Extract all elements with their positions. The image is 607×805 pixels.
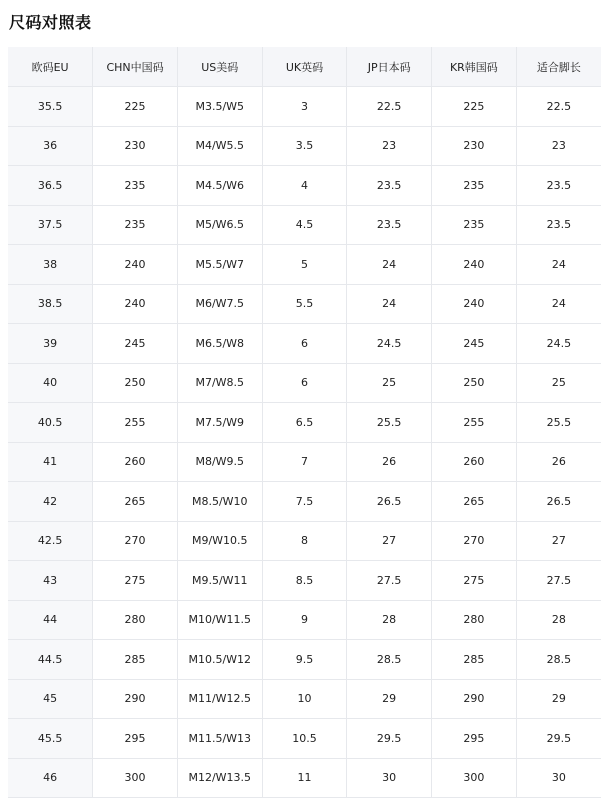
table-cell-us-size: M4.5/W6: [177, 166, 262, 206]
table-cell-eu-size: 42: [8, 482, 93, 522]
table-cell-chn-size: 225: [93, 87, 178, 127]
table-row: [8, 403, 601, 443]
table-cell-kr-size: 280: [432, 600, 517, 640]
table-cell-us-size: M10.5/W12: [177, 640, 262, 680]
table-cell-uk-size: 8: [262, 521, 347, 561]
table-cell-chn-size: 235: [93, 166, 178, 206]
table-cell-kr-size: 290: [432, 679, 517, 719]
table-cell-eu-size: 35.5: [8, 87, 93, 127]
table-row: [8, 482, 601, 522]
column-header-us-size: US美码: [177, 47, 262, 87]
table-cell-uk-size: 6.5: [262, 403, 347, 443]
table-row: [8, 679, 601, 719]
column-header-jp-size: JP日本码: [347, 47, 432, 87]
table-cell-uk-size: 5.5: [262, 284, 347, 324]
table-cell-us-size: M9/W10.5: [177, 521, 262, 561]
table-cell-kr-size: 275: [432, 561, 517, 601]
table-cell-jp-size: 24.5: [347, 324, 432, 364]
table-cell-eu-size: 36.5: [8, 166, 93, 206]
table-cell-jp-size: 24: [347, 245, 432, 285]
table-cell-jp-size: 24: [347, 284, 432, 324]
table-cell-eu-size: 46: [8, 758, 93, 798]
table-cell-foot-length: 23.5: [516, 205, 601, 245]
table-header: [8, 47, 601, 87]
table-cell-foot-length: 25: [516, 363, 601, 403]
table-row: [8, 284, 601, 324]
table-cell-us-size: M5.5/W7: [177, 245, 262, 285]
table-cell-foot-length: 27: [516, 521, 601, 561]
table-cell-jp-size: 30: [347, 758, 432, 798]
table-cell-uk-size: 4.5: [262, 205, 347, 245]
table-cell-foot-length: 23.5: [516, 166, 601, 206]
table-cell-jp-size: 27: [347, 521, 432, 561]
table-cell-us-size: M11/W12.5: [177, 679, 262, 719]
table-cell-us-size: M6/W7.5: [177, 284, 262, 324]
table-cell-kr-size: 265: [432, 482, 517, 522]
table-cell-us-size: M6.5/W8: [177, 324, 262, 364]
column-header-eu-size: 欧码EU: [8, 47, 93, 87]
table-cell-chn-size: 280: [93, 600, 178, 640]
table-cell-jp-size: 29.5: [347, 719, 432, 759]
table-cell-uk-size: 3: [262, 87, 347, 127]
table-cell-us-size: M9.5/W11: [177, 561, 262, 601]
table-cell-chn-size: 230: [93, 126, 178, 166]
table-cell-jp-size: 25: [347, 363, 432, 403]
table-cell-uk-size: 10.5: [262, 719, 347, 759]
table-cell-jp-size: 28.5: [347, 640, 432, 680]
table-body: [8, 87, 601, 798]
table-cell-jp-size: 23.5: [347, 166, 432, 206]
table-cell-uk-size: 5: [262, 245, 347, 285]
table-cell-uk-size: 7: [262, 442, 347, 482]
table-row: [8, 600, 601, 640]
table-row: [8, 324, 601, 364]
table-cell-kr-size: 225: [432, 87, 517, 127]
table-row: [8, 719, 601, 759]
size-conversion-table: [8, 47, 601, 798]
table-cell-jp-size: 26.5: [347, 482, 432, 522]
table-row: [8, 245, 601, 285]
table-cell-foot-length: 29: [516, 679, 601, 719]
table-cell-uk-size: 11: [262, 758, 347, 798]
table-row: [8, 126, 601, 166]
table-cell-kr-size: 295: [432, 719, 517, 759]
table-cell-us-size: M11.5/W13: [177, 719, 262, 759]
table-cell-kr-size: 270: [432, 521, 517, 561]
table-cell-uk-size: 4: [262, 166, 347, 206]
table-cell-uk-size: 10: [262, 679, 347, 719]
table-cell-eu-size: 38.5: [8, 284, 93, 324]
table-cell-chn-size: 285: [93, 640, 178, 680]
table-cell-kr-size: 240: [432, 245, 517, 285]
table-cell-eu-size: 43: [8, 561, 93, 601]
table-cell-foot-length: 22.5: [516, 87, 601, 127]
table-cell-eu-size: 42.5: [8, 521, 93, 561]
table-cell-foot-length: 25.5: [516, 403, 601, 443]
table-cell-chn-size: 240: [93, 245, 178, 285]
table-cell-eu-size: 36: [8, 126, 93, 166]
table-cell-eu-size: 40: [8, 363, 93, 403]
table-cell-kr-size: 250: [432, 363, 517, 403]
table-cell-jp-size: 23: [347, 126, 432, 166]
table-cell-foot-length: 24: [516, 284, 601, 324]
table-cell-jp-size: 22.5: [347, 87, 432, 127]
table-cell-foot-length: 28: [516, 600, 601, 640]
table-cell-foot-length: 24.5: [516, 324, 601, 364]
table-cell-jp-size: 23.5: [347, 205, 432, 245]
table-cell-uk-size: 6: [262, 363, 347, 403]
table-cell-kr-size: 235: [432, 205, 517, 245]
table-cell-eu-size: 44: [8, 600, 93, 640]
table-cell-us-size: M10/W11.5: [177, 600, 262, 640]
table-cell-uk-size: 3.5: [262, 126, 347, 166]
table-cell-uk-size: 7.5: [262, 482, 347, 522]
table-row: [8, 758, 601, 798]
table-cell-jp-size: 25.5: [347, 403, 432, 443]
table-cell-foot-length: 26.5: [516, 482, 601, 522]
table-cell-jp-size: 26: [347, 442, 432, 482]
table-cell-eu-size: 39: [8, 324, 93, 364]
table-row: [8, 166, 601, 206]
table-row: [8, 442, 601, 482]
table-cell-chn-size: 270: [93, 521, 178, 561]
table-cell-jp-size: 27.5: [347, 561, 432, 601]
table-cell-chn-size: 265: [93, 482, 178, 522]
column-header-foot-length: 适合脚长: [516, 47, 601, 87]
column-header-chn-size: CHN中国码: [93, 47, 178, 87]
table-cell-us-size: M5/W6.5: [177, 205, 262, 245]
table-row: [8, 640, 601, 680]
table-cell-chn-size: 295: [93, 719, 178, 759]
column-header-kr-size: KR韩国码: [432, 47, 517, 87]
table-cell-foot-length: 28.5: [516, 640, 601, 680]
table-row: [8, 205, 601, 245]
table-cell-us-size: M4/W5.5: [177, 126, 262, 166]
table-cell-eu-size: 41: [8, 442, 93, 482]
table-cell-kr-size: 285: [432, 640, 517, 680]
table-row: [8, 561, 601, 601]
table-cell-foot-length: 30: [516, 758, 601, 798]
page-title: 尺码对照表: [9, 13, 92, 32]
table-cell-uk-size: 6: [262, 324, 347, 364]
table-cell-chn-size: 250: [93, 363, 178, 403]
table-cell-foot-length: 24: [516, 245, 601, 285]
table-cell-chn-size: 240: [93, 284, 178, 324]
table-row: [8, 87, 601, 127]
table-cell-chn-size: 255: [93, 403, 178, 443]
table-cell-kr-size: 300: [432, 758, 517, 798]
table-cell-chn-size: 275: [93, 561, 178, 601]
table-cell-foot-length: 23: [516, 126, 601, 166]
table-cell-chn-size: 235: [93, 205, 178, 245]
table-cell-kr-size: 235: [432, 166, 517, 206]
table-cell-chn-size: 290: [93, 679, 178, 719]
table-cell-foot-length: 27.5: [516, 561, 601, 601]
table-cell-kr-size: 245: [432, 324, 517, 364]
table-cell-foot-length: 29.5: [516, 719, 601, 759]
table-cell-us-size: M12/W13.5: [177, 758, 262, 798]
table-cell-eu-size: 44.5: [8, 640, 93, 680]
table-cell-kr-size: 255: [432, 403, 517, 443]
table-cell-chn-size: 260: [93, 442, 178, 482]
table-cell-chn-size: 245: [93, 324, 178, 364]
table-cell-eu-size: 38: [8, 245, 93, 285]
table-cell-eu-size: 45: [8, 679, 93, 719]
table-header-row: [8, 47, 601, 87]
table-cell-kr-size: 230: [432, 126, 517, 166]
table-cell-jp-size: 29: [347, 679, 432, 719]
table-cell-kr-size: 240: [432, 284, 517, 324]
table-cell-eu-size: 40.5: [8, 403, 93, 443]
table-cell-uk-size: 9: [262, 600, 347, 640]
table-cell-eu-size: 37.5: [8, 205, 93, 245]
column-header-uk-size: UK英码: [262, 47, 347, 87]
table-cell-us-size: M7.5/W9: [177, 403, 262, 443]
table-row: [8, 521, 601, 561]
table-cell-us-size: M8.5/W10: [177, 482, 262, 522]
table-cell-chn-size: 300: [93, 758, 178, 798]
table-row: [8, 363, 601, 403]
table-cell-jp-size: 28: [347, 600, 432, 640]
table-cell-uk-size: 9.5: [262, 640, 347, 680]
table-cell-us-size: M8/W9.5: [177, 442, 262, 482]
table-cell-us-size: M3.5/W5: [177, 87, 262, 127]
table-cell-foot-length: 26: [516, 442, 601, 482]
table-cell-us-size: M7/W8.5: [177, 363, 262, 403]
table-cell-eu-size: 45.5: [8, 719, 93, 759]
table-cell-kr-size: 260: [432, 442, 517, 482]
table-cell-uk-size: 8.5: [262, 561, 347, 601]
